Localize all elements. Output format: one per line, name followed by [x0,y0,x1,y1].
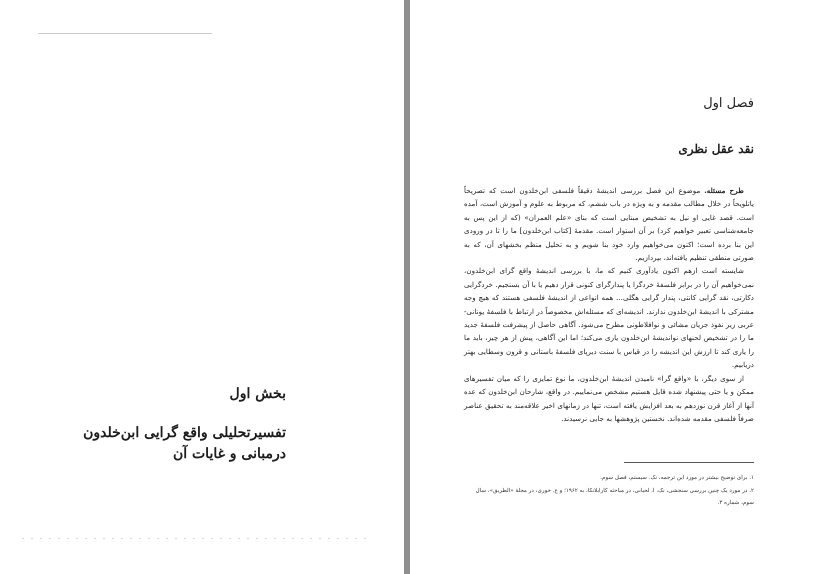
left-page [0,0,404,574]
paragraph-3: از سوی دیگر، با «واقع گرا» نامیدن اندیشهٔ ابن‌خلدون، ما نوع تمایزی را که میان تفسیرهای ممکن و یا حتی پیشنهاد شده قایل هستیم مشخص می‌نماییم. در واقع، شارحان ابن‌خلدون که عده آنها از آغاز قرن نوزدهم به بعد افزایش یافته است، تنها در زمانهای اخیر علاقه‌مند به تحقیق عناصر صرفاً فلسفی مقدمه شده‌اند. نخستین پژوهشها به جایی نرسیدند. [464,373,754,423]
book-title-line-2: درمبانی و غایات آن [172,446,286,462]
chapter-title: نقد عقل نظری [678,142,754,156]
lead-term: طرح مسئله. [704,186,744,195]
book-title-line-1: تفسیرتحلیلی واقع گرایی ابن‌خلدون [83,425,286,441]
part-label: بخش اول [229,386,286,402]
footnotes [464,472,754,510]
footnote-2: ۲. در مورد یک چنین بررسی سنجشی، نک. ا. لحیانی، در مباحثه کارابلانکا، به ۱۹۶۲؛ و ع. خوری، در مجلهٔ «الطریق»، سال سوم، شماره ۳. [475,487,754,506]
paragraph-1 [464,184,754,264]
right-page [410,0,814,574]
chapter-label: فصل اول [703,96,754,111]
book-title [66,423,286,465]
faint-dotted-line [22,538,372,539]
body-text [464,184,754,425]
header-rule [38,33,212,34]
paragraph-1-text: موضوع این فصل بررسی اندیشهٔ دقیقاً فلسفی ابن‌خلدون است که تصریحاً یاتلویحاً در خلال مطالب مقدمه و به ویژه در باب ششم، که مربوط به علوم و آموزش است، آمده است. قصد غایی او نیل به تشخیص مبنایی است که بنای «علم العمران» (که از این پس به جامعه‌شناسی تعبیر خواهیم کرد) بر آن استوار است. مقدمهٔ [کتاب ابن‌خلدون] ما را تا در ورودی این بنا برده است؛ اکنون می‌خواهیم وارد خود بنا شویم و به تحلیل منظم بخشهای آن، که به صورتی منطقی تنظیم یافته‌اند، بپردازیم. [464,186,754,263]
footnote-1: ۱. برای توضیح بیشتر در مورد این ترجمه، نک. سیستم، فصل سوم. [600,475,754,481]
footnote-rule [624,462,754,463]
paragraph-2: شایسته است ازهم اکنون یادآوری کنیم که ما، با بررسی اندیشهٔ واقع گرای ابن‌خلدون، نمی‌خواهیم آن را در برابر فلسفهٔ خردگرا یا پندارگرای کنونی قرار دهیم یا با آن بسنجیم. خردگرایی دکارتی، نقد گرایی کانتی، پندار گرایی هگلی... همه انواعی از اندیشهٔ فلسفی هستند که هیچ وجه مشترکی با اندیشهٔ ابن‌خلدون ندارند. اندیشه‌ای که مسئله‌اش مخصوصاً در ارتباط با فلسفهٔ یونانی- عربی زیر نفوذ جریان مشائی و نوافلاطونی مطرح می‌شود. آگاهی حاصل از پیشرفت فلسفهٔ جدید ما را در تشخیص لحنهای نواندیشهٔ ابن‌خلدون یاری می‌کند؛ اما این آگاهی، پیش از هر چیز، باید ما را یاری کند تا ارزش این اندیشه را در قیاس با سنت دیرپای فلسفهٔ باستانی و قرون وسطایی بهتر دریابیم. [464,266,754,370]
